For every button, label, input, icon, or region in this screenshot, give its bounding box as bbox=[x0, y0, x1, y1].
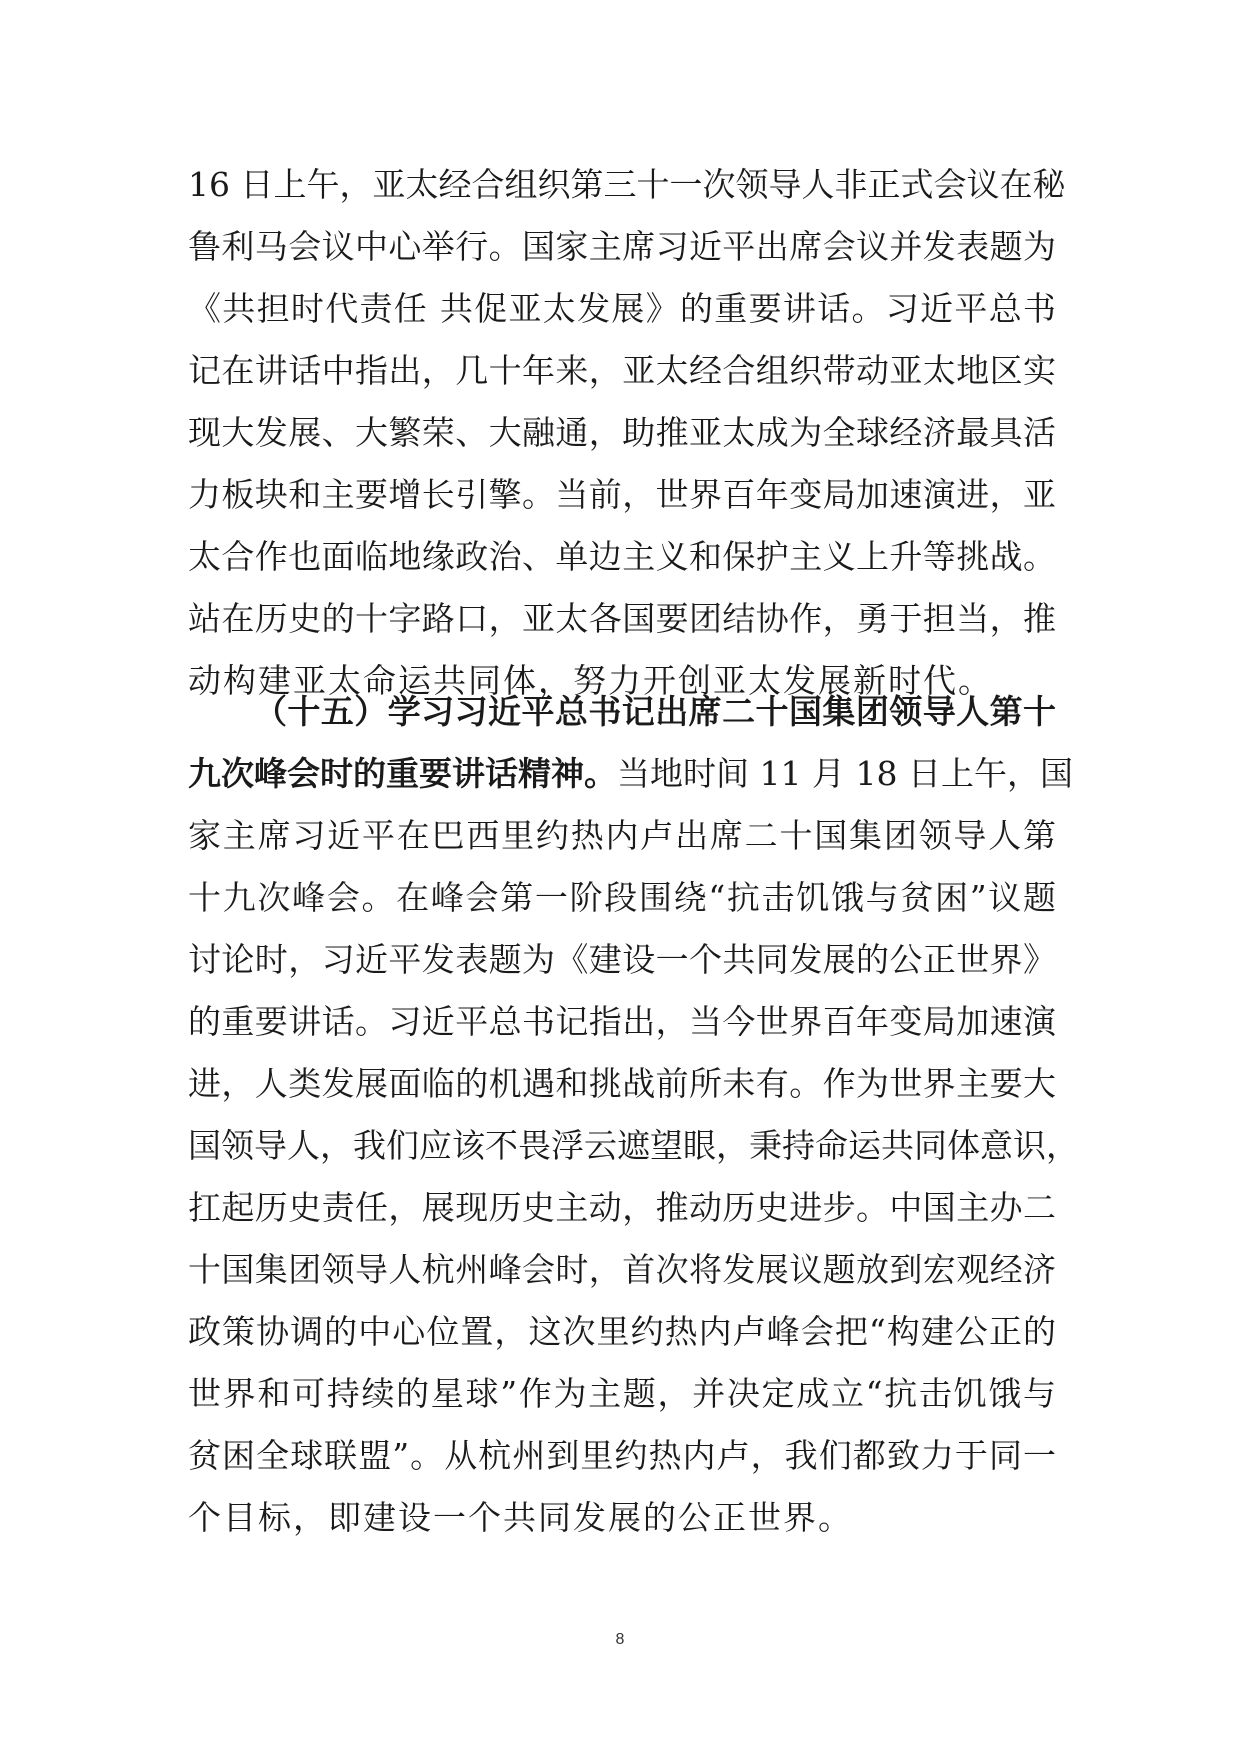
paragraph-g20-speech bbox=[188, 681, 1079, 1549]
text-line bbox=[188, 743, 1073, 805]
text-line: 国领导人，我们应该不畏浮云遮望眼，秉持命运共同体意识， bbox=[188, 1126, 1079, 1165]
text-line: 进，人类发展面临的机遇和挑战前所未有。作为世界主要大 bbox=[188, 1064, 1056, 1103]
paragraph-apec-speech bbox=[188, 154, 1066, 712]
text-line: 现大发展、大繁荣、大融通，助推亚太成为全球经济最具活 bbox=[188, 413, 1056, 452]
text-line: 世界和可持续的星球”作为主题，并决定成立“抗击饥饿与 bbox=[188, 1374, 1056, 1413]
section-heading-continued: 九次峰会时的重要讲话精神。 bbox=[188, 754, 617, 793]
text-line: 讨论时，习近平发表题为《建设一个共同发展的公正世界》 bbox=[188, 940, 1056, 979]
text-line: 记在讲话中指出，几十年来，亚太经合组织带动亚太地区实 bbox=[188, 351, 1056, 390]
text-line: 个目标，即建设一个共同发展的公正世界。 bbox=[188, 1498, 853, 1537]
text-line: 站在历史的十字路口，亚太各国要团结协作，勇于担当，推 bbox=[188, 599, 1056, 638]
text-line-rest: 当地时间 11 月 18 日上午，国 bbox=[617, 754, 1073, 793]
text-line: 鲁利马会议中心举行。国家主席习近平出席会议并发表题为 bbox=[188, 227, 1056, 266]
text-line: 家主席习近平在巴西里约热内卢出席二十国集团领导人第 bbox=[188, 816, 1056, 855]
text-line: 力板块和主要增长引擎。当前，世界百年变局加速演进，亚 bbox=[188, 475, 1056, 514]
text-line: 十国集团领导人杭州峰会时，首次将发展议题放到宏观经济 bbox=[188, 1250, 1056, 1289]
text-line: 政策协调的中心位置，这次里约热内卢峰会把“构建公正的 bbox=[188, 1312, 1056, 1351]
text-line: 太合作也面临地缘政治、单边主义和保护主义上升等挑战。 bbox=[188, 537, 1056, 576]
page-number: 8 bbox=[615, 1631, 625, 1648]
text-line: 十九次峰会。在峰会第一阶段围绕“抗击饥饿与贫困”议题 bbox=[188, 878, 1056, 917]
text-line: 16 日上午，亚太经合组织第三十一次领导人非正式会议在秘 bbox=[188, 165, 1066, 204]
text-line: 的重要讲话。习近平总书记指出，当今世界百年变局加速演 bbox=[188, 1002, 1056, 1041]
section-heading: （十五）学习习近平总书记出席二十国集团领导人第十 bbox=[254, 692, 1056, 731]
text-line: 《共担时代责任 共促亚太发展》的重要讲话。习近平总书 bbox=[188, 289, 1056, 328]
text-line: 动构建亚太命运共同体，努力开创亚太发展新时代。 bbox=[188, 661, 993, 700]
text-line: 扛起历史责任，展现历史主动，推动历史进步。中国主办二 bbox=[188, 1188, 1056, 1227]
text-line: 贫困全球联盟”。从杭州到里约热内卢，我们都致力于同一 bbox=[188, 1436, 1056, 1475]
